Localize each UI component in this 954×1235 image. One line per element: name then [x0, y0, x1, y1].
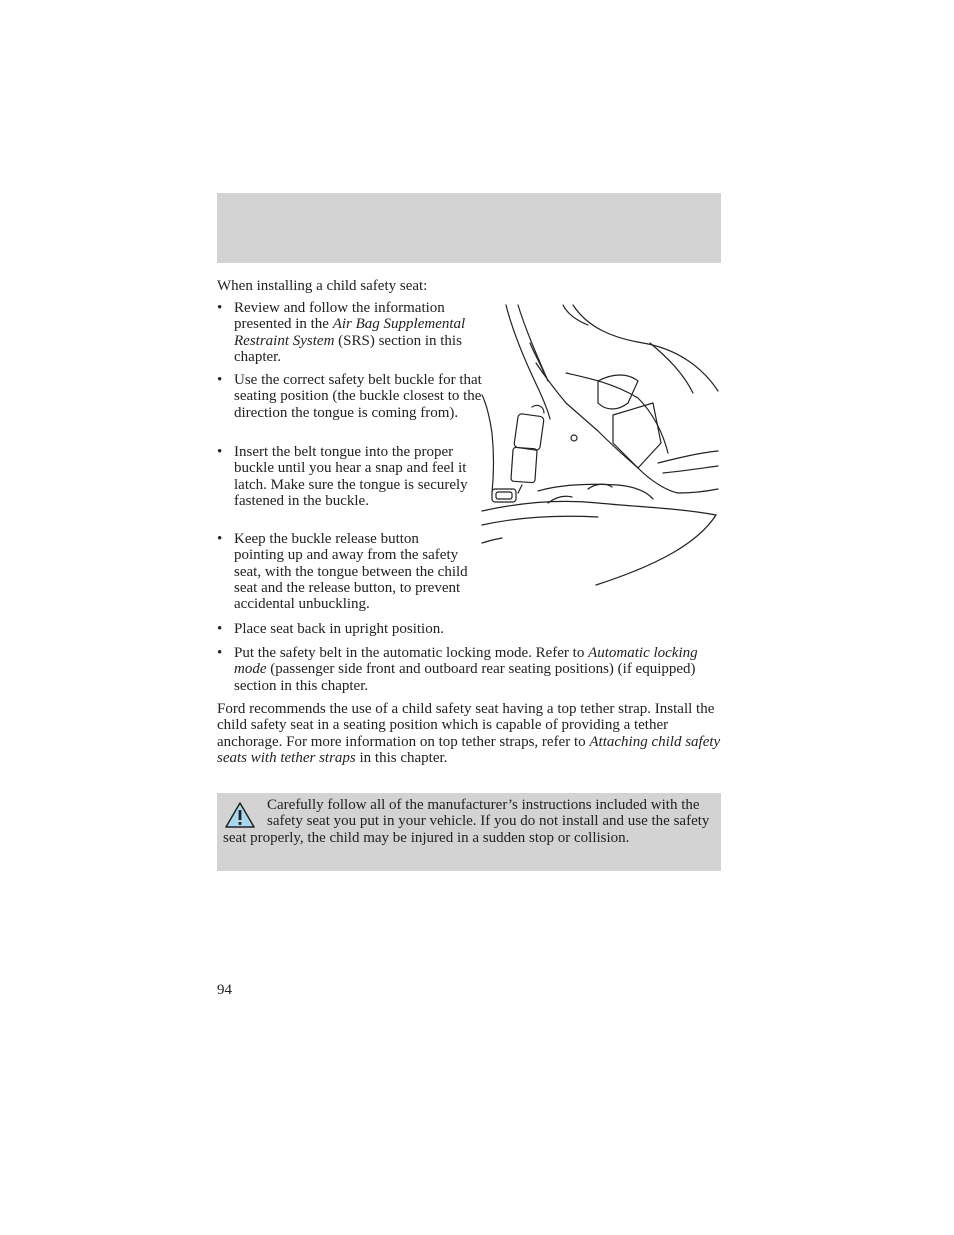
- intro-text: When installing a child safety seat:: [217, 278, 428, 294]
- tether-section-reference: Attaching child safety seats with tether straps: [217, 733, 721, 766]
- bullet-glyph: •: [217, 531, 223, 547]
- tether-paragraph: Ford recommends the use of a child safety seat having a top tether strap. Install the child safety seat in a seating position which is capable of providing a tether anchorage. For more information on top tether straps, refer to Attaching child safety seats with tether straps in this chapter.: [217, 701, 721, 766]
- section-header-band: [217, 193, 721, 263]
- locking-mode-reference: Automatic locking mode: [234, 645, 698, 678]
- bullet-glyph: •: [217, 645, 223, 661]
- bullet-glyph: •: [217, 444, 223, 460]
- seat-buckle-illustration: [478, 303, 721, 588]
- page-number: 94: [217, 982, 232, 998]
- warning-text: Carefully follow all of the manufacturer’s instructions included with the safety seat you put in your vehicle. If you do not install and use the safety seat properly, the child may be injured in a sudden stop or collision.: [223, 797, 710, 846]
- manual-page: When installing a child safety seat: • Review and follow the information presented in the Air Bag Supplemental Restraint System (SRS) section in this chapter. • Use the correct safety belt buckle for that seating position (the buckle closest to the direction the tongue is coming from). • Insert the belt tongue into the proper buckle until you hear a snap and feel it latch. Make sure the tongue is securely fastened in the buckle. • Keep the buckle release button pointing up and away from the safety seat, with the tongue between the child seat and the release button, to prevent accidental unbuckling. • Place seat back in upright position. • Put the safety belt in the automatic locking mode. Refer to Automatic locking mode (passenger side front and outboard rear seating positions) (if equipped) section in this chapter. Ford recommends the use of a child safety seat having a top tether strap. Install the child safety seat in a seating position which is capable of providing a tether anchorage. For more information on top tether straps, refer to Attaching child safety seats with tether straps in this chapter. Carefully follow all of the manufacturer’s instructions included with the safety seat you put in your vehicle. If you do not install and use the safety seat properly, the child may be injured in a sudden stop or collision. 94: [0, 0, 954, 1235]
- warning-box: [217, 793, 721, 871]
- srs-section-reference: Air Bag Supplemental Restraint System: [234, 316, 466, 349]
- bullet-glyph: •: [217, 372, 223, 388]
- bullet-glyph: •: [217, 621, 223, 637]
- bullet-glyph: •: [217, 300, 223, 316]
